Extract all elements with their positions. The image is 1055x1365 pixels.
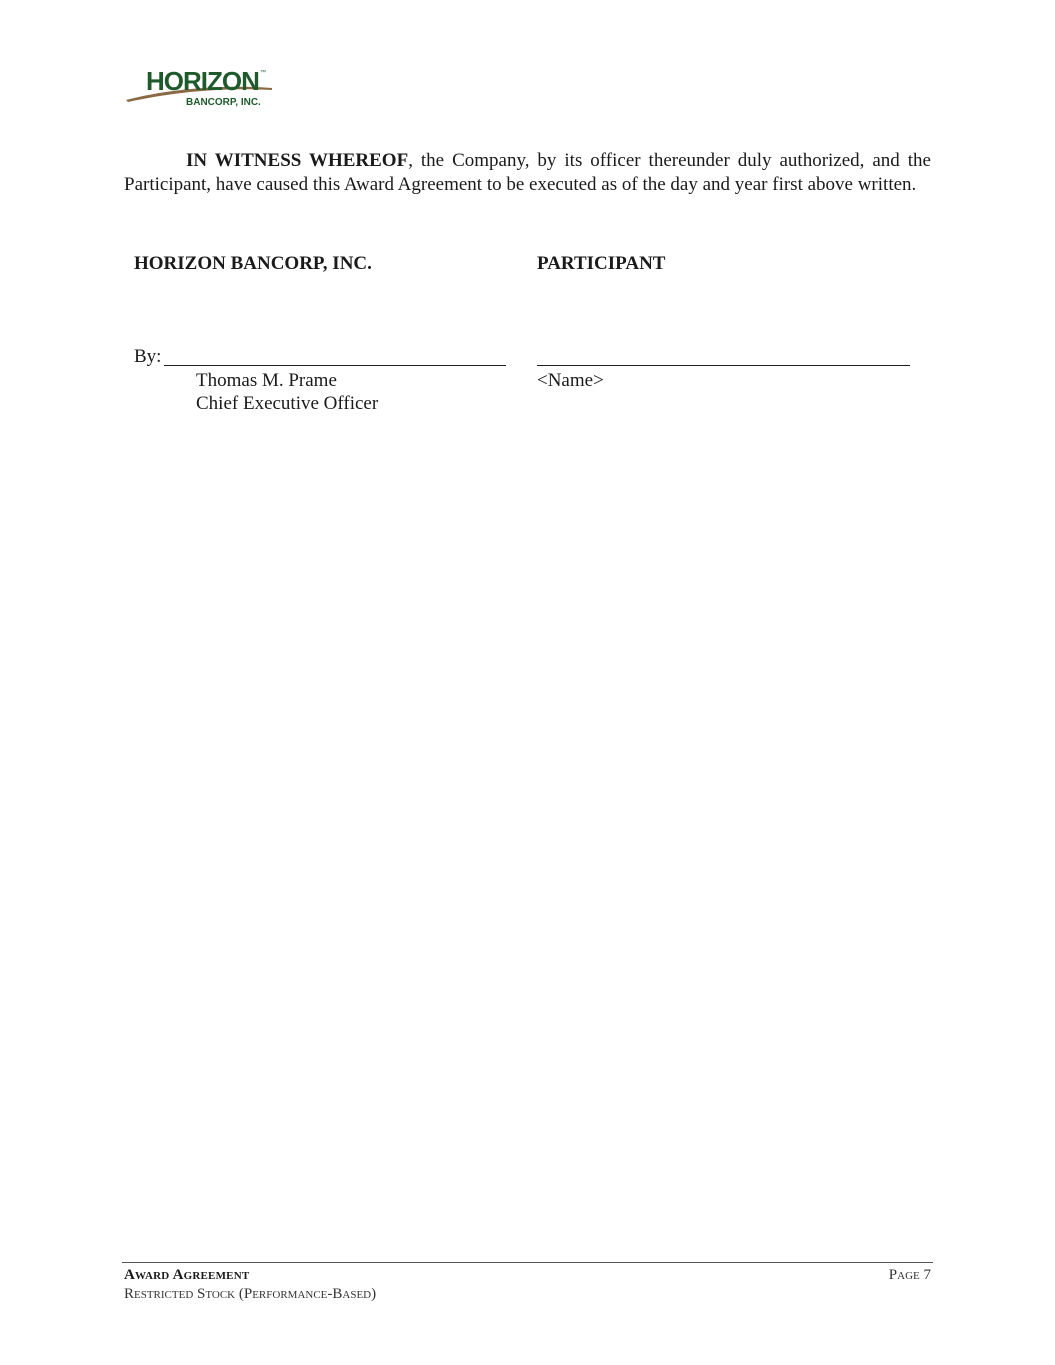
participant-heading: PARTICIPANT (537, 253, 666, 274)
witness-paragraph (124, 149, 931, 197)
witness-text: , the Company, by its officer thereunder duly authorized, and the Participant, have caused this Award Agreement to be executed as of the day and year first above written. (124, 150, 931, 195)
witness-lead: IN WITNESS WHEREOF (186, 150, 409, 171)
footer-divider (122, 1262, 933, 1263)
footer-subtitle: Restricted Stock (Performance-Based) (124, 1286, 377, 1302)
logo-wordmark: HORIZON (146, 66, 259, 96)
signer-title: Chief Executive Officer (196, 393, 379, 414)
horizon-logo-icon (124, 62, 274, 112)
company-heading: HORIZON BANCORP, INC. (134, 253, 372, 274)
signer-name: Thomas M. Prame (196, 370, 337, 391)
footer-left (124, 1266, 376, 1304)
participant-name: <Name> (537, 370, 604, 391)
company-logo (124, 62, 274, 112)
logo-subtitle: BANCORP, INC. (186, 97, 261, 108)
page-number: Page 7 (888, 1267, 931, 1283)
participant-signature-line (537, 365, 910, 366)
logo-trademark: ™ (260, 70, 266, 76)
footer-title: Award Agreement (124, 1267, 250, 1283)
company-signature-line (164, 365, 506, 366)
by-label: By: (134, 346, 162, 367)
